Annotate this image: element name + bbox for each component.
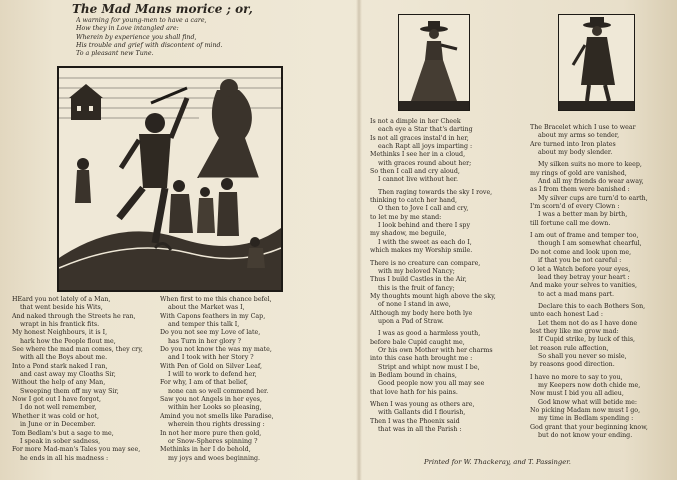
verse-line: Sweeping them off my way Sir, [20,387,119,395]
verse-line: my joys and woes beginning. [168,454,261,462]
verse-line: that went beside his Wits, [20,304,103,312]
verse-column-4 [530,124,672,440]
intro-line: His trouble and grief with discontent of mind. [76,41,223,49]
verse-line: My honest Neighbours, it is I, [12,329,108,337]
verse-line: In not her more pure then gold, [160,429,262,437]
ballad-intro [76,17,286,58]
verse-line: For why, I am of that belief, [160,379,248,387]
verse-line: Then raging towards the sky I rove, [378,188,493,196]
verse-line: Declare this to each Bothers Son, [538,302,646,310]
intro-line: Wherein by experience you shall find, [76,33,197,41]
verse-line: lest they like me grow mad: [530,327,619,335]
verse-line: though I am somewhat chearful, [538,240,642,248]
verse-line: I cannot live without her. [378,176,458,184]
verse-line: So shall you never so misle, [538,352,627,360]
verse-line: none can so well commend her. [168,387,269,395]
verse-line: See where the mad man comes, they cry, [12,346,143,354]
verse-line: has Turn in her glory ? [168,337,242,345]
verse-line: No picking Madam now must I go, [530,407,641,414]
verse-line: So then I call and cry aloud, [370,168,460,176]
verse-line: Amind you not smells like Paradise, [160,412,274,420]
verse-line: to let me by me stand: [370,213,442,221]
verse-line: Saw you not Angels in her eyes, [160,396,262,404]
verse-line: I was a better man by birth, [538,211,628,219]
verse-line: I with the sweet as each do I, [378,238,472,246]
verse-line: Do you not see my Love of late, [160,329,261,337]
verse-column-2 [160,296,310,463]
verse-line: When first to me this chance befel, [160,296,272,303]
verse-line: each eye a Star that's darting [378,126,473,134]
verse-line: Now must I bid you all adieu, [530,390,624,398]
verse-line: God grant that your beginning know, [530,423,648,431]
verse-line: that love hath for his pains. [370,388,458,396]
verse-line: if that you be not careful : [538,257,622,265]
verse-line: Methinks in her I do behold, [160,446,251,454]
verse-line: I am out of frame and temper too, [530,232,639,240]
verse-line: My silver cups are turn'd to earth, [538,194,648,202]
verse-line: I will to work to defend her, [168,371,257,379]
verse-line: and I took with her Story ? [168,354,254,362]
verse-line: or Snow-Spheres spinning ? [168,437,258,445]
verse-line: For more Mad-man's Tales you may see, [12,446,141,454]
verse-line: as I from them were banished : [530,186,630,194]
verse-line: Or his own Mother with her charms [378,346,493,354]
verse-line: and cast away my Cloaths Sir, [20,371,116,379]
verse-line: Are turned into Iron plates [530,140,616,148]
verse-line: that was in all the Parish : [378,426,462,434]
verse-line: my rings of gold are vanished, [530,169,627,177]
verse-line: Thus I build Castles in the Air, [370,276,467,284]
man-figure-image [559,15,634,110]
verse-line: my time in Bedlam spending : [538,415,634,423]
verse-line: My silken suits no more to keep, [538,161,642,169]
verse-line: Do you not know the was my mate, [160,346,272,354]
verse-line: Is not all graces instal'd in her, [370,134,469,142]
verse-line: thinking to catch her hand, [370,197,457,205]
verse-line: Let them not do as I have done [538,319,638,327]
verse-line: hark how the People flout me, [20,337,116,345]
verse-line: before bale Cupid caught me, [370,338,465,346]
verse-line: with all the Boys about me. [20,354,108,362]
page-fold [356,0,362,480]
verse-line: about the Market was I, [168,304,245,312]
intro-line: To a pleasant new Tune. [76,50,154,58]
verse-line: about my arms so tender, [538,132,620,140]
verse-line: about my body slender. [538,149,613,157]
verse-line: my shadow, me beguile, [370,230,447,238]
verse-line: into this case hath brought me : [370,355,473,363]
man-woodcut [558,14,635,111]
verse-column-3 [370,118,528,434]
verse-line: There is no creature can compare, [370,259,481,267]
verse-line: with my beloved Nancy; [378,267,455,275]
verse-line: in June or in December. [20,421,96,429]
verse-line: When I was young as others are, [370,401,475,408]
verse-line: let reason rule affection, [530,344,609,352]
verse-line: Into a Pond stark naked I ran, [12,362,108,370]
verse-line: The Bracelet which I use to wear [530,124,636,131]
verse-line: each Rapt all joys imparting : [378,143,473,151]
woman-figure-image [399,15,469,110]
main-woodcut [57,66,283,292]
verse-line: If Cupid strike, by luck of this, [538,336,636,344]
verse-line: unto each honest Lad : [530,311,603,319]
verse-line: With Pen of Gold on Silver Leaf, [160,362,262,370]
printer-imprint: Printed for W. Thackeray, and T. Passinger. [424,458,571,466]
verse-line: Is not a dimple in her Cheek [370,118,461,125]
verse-line: Tom Bedlam's but a sage to me, [12,429,114,437]
verse-line: Good people now you all may see [378,380,485,388]
verse-line: till fortune call me down. [530,219,611,227]
verse-line: God know what will betide me: [538,398,637,406]
verse-line: I have no more to say to you, [530,373,623,381]
verse-line: to act a mad mans part. [538,290,614,298]
verse-line: I was as good a harmless youth, [378,330,481,338]
verse-line: he ends in all his madness : [20,454,109,462]
verse-line: in Bedlam bound in chains, [370,371,457,379]
verse-line: I do not well remember, [20,404,97,412]
verse-line: Now I got out I have forgot, [12,396,101,404]
verse-line: but do not know your ending. [538,432,633,440]
verse-line: And naked through the Streets he ran, [12,312,136,320]
verse-line: within her Looks so pleasing, [168,404,262,412]
verse-line: and temper this talk I, [168,321,240,329]
verse-line: of none I stand in awe, [378,301,451,309]
verse-line: O let a Watch before your eyes, [530,265,631,273]
verse-line: with graces round about her; [378,159,472,167]
verse-line: my Keepers now doth chide me, [538,381,641,389]
ballad-title: The Mad Mans morice ; or, [72,2,253,16]
verse-line: I'm scorn'd of every Clown : [530,203,620,211]
woman-woodcut [398,14,470,111]
verse-line: Although my body here both lye [370,309,473,317]
verse-line: I look behind and there I spy [378,222,471,230]
verse-line: I speak in sober sadness, [20,437,101,445]
woodcut-scene-image [59,68,281,290]
verse-line: this is the fruit of fancy; [378,284,455,292]
verse-line: With Capons feathers in my Cap, [160,312,266,320]
verse-line: And all my friends do wear away, [538,178,644,186]
verse-line: HEard you not lately of a Man, [12,296,111,303]
verse-line: with Gallants did I flourish, [378,409,466,417]
verse-line: My thoughts mount high above the sky, [370,292,496,300]
verse-line: Stript and whipt now must I be, [378,363,480,371]
verse-line: wrapt in his frantick fits. [20,321,100,329]
verse-line: Whether it was cold or hot, [12,412,100,420]
verse-line: Then I was the Phoenix said [370,417,460,425]
verse-line: Methinks I see her in a cloud, [370,151,466,159]
verse-line: Do not come and look upon me, [530,248,632,256]
verse-line: upon a Pad of Straw. [378,317,444,325]
verse-line: by reasons good direction. [530,361,615,369]
intro-line: How they in Love intangled are: [76,25,179,33]
verse-line: Without the help of any Man, [12,379,106,387]
verse-line: wherein thou rights dressing : [168,421,265,429]
verse-line: which makes my Worship smile. [370,247,473,255]
verse-column-1 [12,296,157,463]
verse-line: And make your selves to vanities, [530,282,638,290]
verse-line: lead they betray your heart : [538,273,630,281]
intro-line: A warning for young-men to have a care, [76,17,207,24]
verse-line: O then to Jove I call and cry, [378,205,469,213]
